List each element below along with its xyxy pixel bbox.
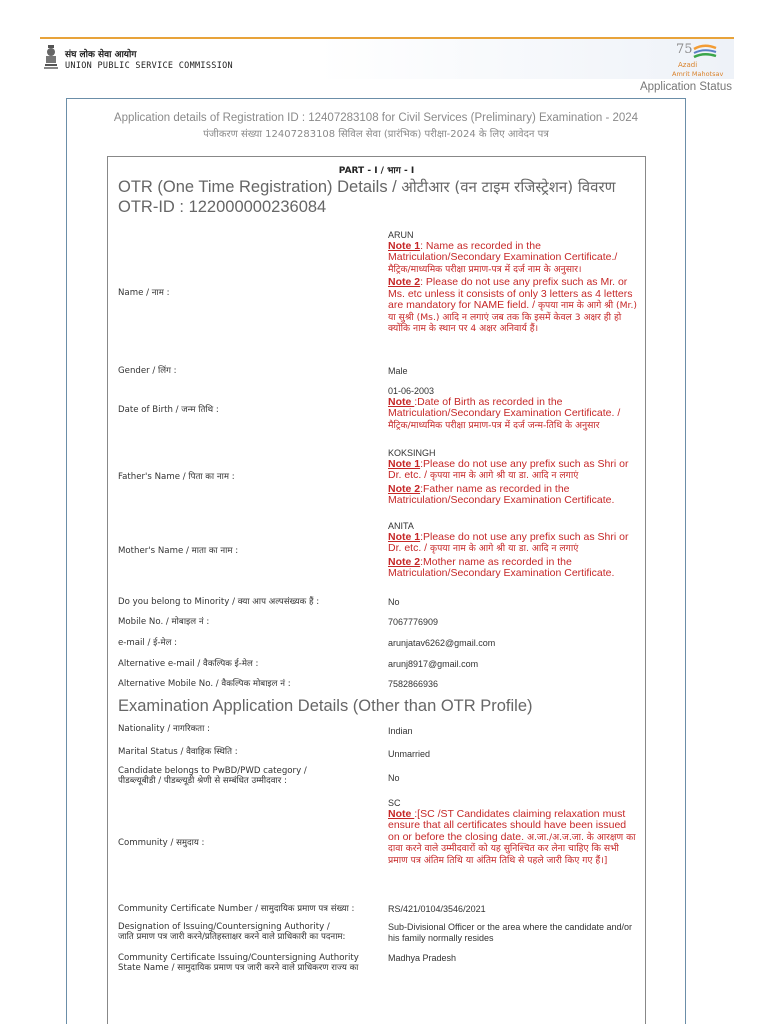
alt-mobile-value: 7582866936	[388, 679, 439, 689]
father-note-1: Note 1:Please do not use any prefix such as Shri or Dr. etc. / कृपया नाम के आगे श्री या डा. आदि न लगाएं	[388, 457, 629, 481]
state-label: Community Certificate Issuing/Countersigning Authority State Name / सामुदायिक प्रमाण पत्र जारी करने वाले प्राधिकरण राज्य का	[118, 953, 359, 973]
application-details-card	[107, 156, 646, 1024]
dob-value-block	[388, 386, 640, 431]
name-value-block	[388, 230, 640, 335]
page-label: Application Status	[639, 81, 732, 93]
name-value: ARUN	[388, 230, 414, 240]
national-emblem-icon	[43, 43, 59, 71]
nationality-value: Indian	[388, 726, 413, 736]
mother-note-2: Note 2:Mother name as recorded in the Matriculation/Secondary Examination Certificate.	[388, 555, 615, 579]
alt-mobile-label: Alternative Mobile No. / वैकल्पिक मोबाइल नं :	[118, 679, 291, 689]
designation-value: Sub-Divisional Officer or the area where the candidate and/or his family normally resides	[388, 922, 632, 943]
community-value-block	[388, 798, 640, 866]
community-note: Note :[SC /ST Candidates claiming relaxation must ensure that all certificates should have been issued on or before the closing date. अ.जा./अ.ज.जा. के आरक्षण का दावा करने वाले उम्मीदवारों को यह सुनिश्चित कर लेना चाहिए कि सभी प्रमाण पत्र अंतिम तिथि या अंतिम तिथि से पहले जारी किए गए हैं।]	[388, 807, 636, 866]
father-note-2: Note 2:Father name as recorded in the Matriculation/Secondary Examination Certificate.	[388, 482, 615, 506]
state-value: Madhya Pradesh	[388, 953, 457, 963]
community-value: SC	[388, 798, 401, 808]
dob-note: Note :Date of Birth as recorded in the Matriculation/Secondary Examination Certificate. / मैट्रिक/माध्यमिक परीक्षा प्रमाण-पत्र में दर्ज जन्म-तिथि के अनुसार	[388, 395, 621, 431]
mother-note-1: Note 1:Please do not use any prefix such as Shri or Dr. etc. / कृपया नाम के आगे श्री या डा. आदि न लगाएं	[388, 530, 629, 554]
email-value: arunjatav6262@gmail.com	[388, 638, 496, 648]
name-note-1: Note 1: Name as recorded in the Matriculation/Secondary Examination Certificate./ मैट्रिक/माध्यमिक परीक्षा प्रमाण-पत्र में दर्ज नाम के अनुसार।	[388, 239, 618, 275]
mobile-value: 7067776909	[388, 617, 439, 627]
mother-name-label: Mother's Name / माता का नाम :	[118, 546, 239, 556]
gender-label: Gender / लिंग :	[118, 366, 177, 376]
community-label: Community / समुदाय :	[118, 838, 205, 848]
svg-text:Amrit Mahotsav: Amrit Mahotsav	[672, 70, 724, 78]
minority-label: Do you belong to Minority / क्या आप अल्पसंख्यक हैं :	[118, 597, 320, 607]
exam-section-title: Examination Application Details (Other than OTR Profile)	[118, 697, 533, 715]
father-name-value: KOKSINGH	[388, 448, 436, 458]
father-name-value-block	[388, 448, 640, 507]
mother-name-value: ANITA	[388, 521, 414, 531]
site-header	[40, 39, 734, 79]
application-heading-english: Application details of Registration ID : 12407283108 for Civil Services (Preliminary) Examination - 2024	[113, 112, 639, 124]
father-name-label: Father's Name / पिता का नाम :	[118, 472, 235, 482]
mobile-label: Mobile No. / मोबाइल नं :	[118, 617, 210, 627]
pwbd-label: Candidate belongs to PwBD/PWD category / पीडब्ल्यूबीडी / पीडब्ल्यूडी श्रेणी से सम्बंधित उम्मीदवार :	[118, 766, 307, 786]
name-label: Name / नाम :	[118, 288, 170, 298]
svg-text:75: 75	[676, 42, 693, 57]
marital-status-label: Marital Status / वैवाहिक स्थिति :	[118, 747, 238, 757]
otr-id: OTR-ID : 122000000236084	[118, 198, 327, 216]
cert-number-value: RS/421/0104/3546/2021	[388, 904, 486, 914]
nationality-label: Nationality / नागरिकता :	[118, 724, 210, 734]
org-name-english: UNION PUBLIC SERVICE COMMISSION	[65, 61, 233, 71]
dob-value: 01-06-2003	[388, 386, 435, 396]
pwbd-value: No	[388, 773, 400, 783]
azadi-ka-amrit-mahotsav-logo	[672, 40, 732, 78]
minority-value: No	[388, 597, 400, 607]
otr-section-title: OTR (One Time Registration) Details / ओटीआर (वन टाइम रजिस्ट्रेशन) विवरण	[118, 178, 616, 196]
alt-email-value: arunj8917@gmail.com	[388, 659, 479, 669]
marital-status-value: Unmarried	[388, 749, 431, 759]
part-title: PART - I / भाग - I	[338, 166, 415, 176]
gender-value: Male	[388, 366, 408, 376]
application-panel	[66, 98, 686, 1024]
mother-name-value-block	[388, 521, 640, 580]
email-label: e-mail / ई-मेल :	[118, 638, 178, 648]
dob-label: Date of Birth / जन्म तिथि :	[118, 405, 219, 415]
application-heading-hindi: पंजीकरण संख्या 12407283108 सिविल सेवा (प्रारंभिक) परीक्षा-2024 के लिए आवेदन पत्र	[203, 129, 549, 140]
name-note-2: Note 2: Please do not use any prefix such as Mr. or Ms. etc unless it consists of only 3 letters as 4 letters are mandatory for NAME field. / कृपया नाम के आगे श्री (Mr.) या सुश्री (Ms.) आदि न लगाएं जब तक कि इसमें केवल 3 अक्षर ही हो क्योंकि नाम के स्थान पर 4 अक्षर अनिवार्य हैं।	[388, 276, 637, 334]
svg-text:Azadi: Azadi	[678, 61, 698, 69]
org-name-hindi: संघ लोक सेवा आयोग	[65, 50, 137, 60]
alt-email-label: Alternative e-mail / वैकल्पिक ई-मेल :	[118, 659, 259, 669]
designation-label: Designation of Issuing/Countersigning Authority / जाति प्रमाण पत्र जारी करने/प्रतिहस्ताक्षर करने वाले प्राधिकारी का पदनाम:	[118, 922, 346, 942]
cert-number-label: Community Certificate Number / सामुदायिक प्रमाण पत्र संख्या :	[118, 904, 355, 914]
